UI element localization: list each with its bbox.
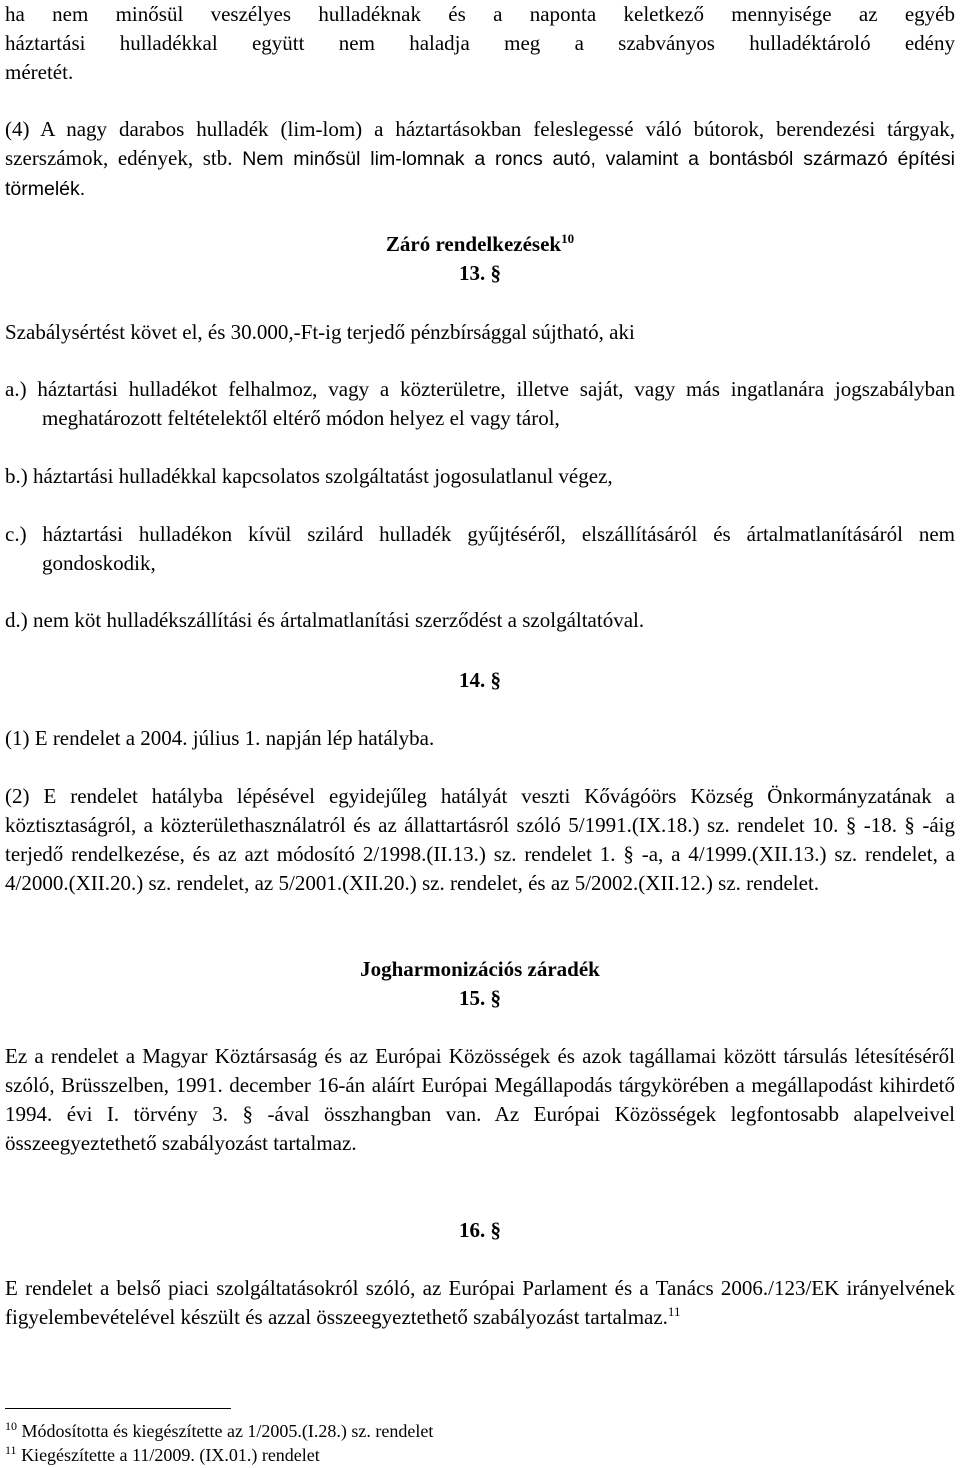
list-item-b: b.) háztartási hulladékkal kapcsolatos szolgáltatást jogosulatlanul végez, — [5, 464, 613, 488]
section-sign: § — [490, 668, 501, 692]
section-13-title: 13. § — [459, 261, 501, 285]
section-15-title: 15. § — [459, 986, 501, 1010]
section-16-title: 16. § — [459, 1218, 501, 1242]
section-sign: § — [490, 261, 501, 285]
legal-harmonization-heading: Jogharmonizációs záradék — [360, 957, 600, 981]
paragraph-continuation-line-2: háztartási hulladékkal együtt nem haladja meg a szabványos hulladéktároló edény — [5, 31, 955, 55]
paragraph-4 — [5, 115, 955, 204]
section-16-paragraph: E rendelet a belső piaci szolgáltatásokról szóló, az Európai Parlament és a Tanács 2006./123/EK irányelvének figyelembevételével készült és azzal összeegyeztethető szabályozást tartalmaz.$^{11}$ — [5, 1276, 955, 1329]
footnote-ref-10: 10 — [561, 231, 575, 246]
section-sign: § — [490, 986, 501, 1010]
section-14-title: 14. § — [459, 668, 501, 692]
closing-provisions-heading: Záró rendelkezések$^{10}$ — [385, 231, 575, 256]
footnote-ref-11: 11 — [667, 1304, 681, 1319]
paragraph-4-part-a: (4) A nagy darabos hulladék (lim-lom) a háztartásokban feleslegessé váló bútorok, berendezési tárgyak, szerszámok, edények, stb. — [5, 117, 955, 170]
section-14-paragraph-1: (1) E rendelet a 2004. július 1. napján lép hatályba. — [5, 726, 435, 750]
paragraph-continuation-line-3: méretét. — [5, 60, 74, 84]
section-15-paragraph: Ez a rendelet a Magyar Köztársaság és az Európai Közösségek és azok tagállamai között társulás létesítéséről szóló, Brüsszelben, 1991. december 16-án aláírt Európai Megállapodás tárgykörében a megállapodást kihirdető 1994. évi I. törvény 3. § -ával összhangban van. Az Európai Közösségek legfontosabb alapelveivel összeegyeztethető szabályozást tartalmaz. — [5, 1044, 955, 1155]
footnote-10: $^{10}$ Módosította és kiegészítette az 1/2005.(I.28.) sz. rendelet — [5, 1419, 434, 1441]
section-14-paragraph-2: (2) E rendelet hatályba lépésével egyidejűleg hatályát veszti Kővágóörs Község Önkormányzatának a köztisztaságról, a közterülethasználatról és az állattartásról szóló 5/1991.(IX.18.) sz. rendelet 10. § -18. § -áig terjedő rendelkezése, és az azt módosító 2/1998.(II.13.) sz. rendelet 1. § -a, a 4/1999.(XII.13.) sz. rendelet, a 4/2000.(XII.20.) sz. rendelet, az 5/2001.(XII.20.) sz. rendelet, és az 5/2002.(XII.12.) sz. rendelet. — [5, 784, 955, 895]
paragraph-continuation-line-1: ha nem minősül veszélyes hulladéknak és a naponta keletkező mennyisége az egyéb — [5, 2, 955, 26]
section-13-intro: Szabálysértést követ el, és 30.000,-Ft-ig terjedő pénzbírsággal sújtható, aki — [5, 320, 635, 344]
footnote-divider — [5, 1408, 231, 1409]
list-item-c: c.) háztartási hulladékon kívül szilárd hulladék gyűjtéséről, elszállításáról és ártalmatlanításáról nem gondoskodik, — [5, 522, 955, 575]
list-item-d: d.) nem köt hulladékszállítási és ártalmatlanítási szerződést a szolgáltatóval. — [5, 608, 645, 632]
list-item-a: a.) háztartási hulladékot felhalmoz, vagy a közterületre, illetve saját, vagy más ingatlanára jogszabályban meghatározott feltételektől eltérő módon helyez el vagy tárol, — [5, 377, 955, 430]
footnote-11: $^{11}$ Kiegészítette a 11/2009. (IX.01.) rendelet — [5, 1443, 320, 1465]
section-sign: § — [490, 1218, 501, 1242]
paragraph-4-part-b: Nem minősül lim-lomnak a roncs autó, valamint a bontásból származó építési törmelék. — [5, 148, 955, 200]
